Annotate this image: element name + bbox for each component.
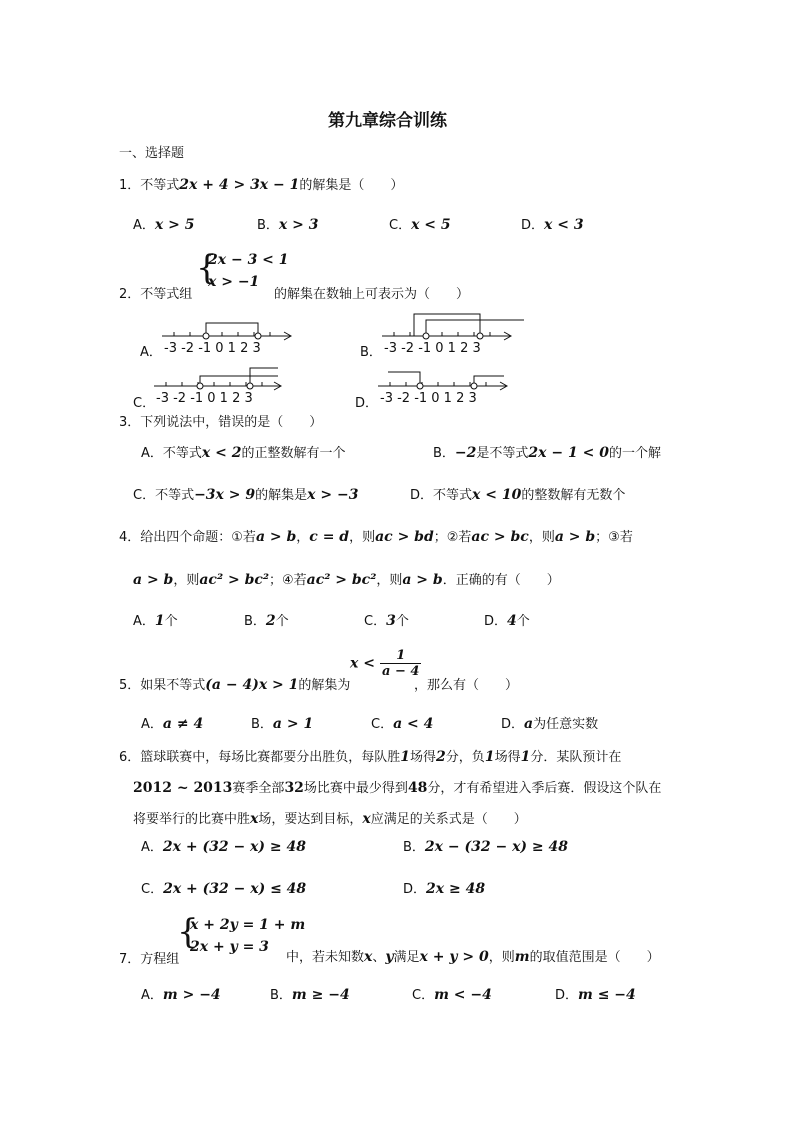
q5-option-a: A．a ≠ 4 (141, 716, 204, 732)
q4-option-c: C．3个 (364, 613, 409, 629)
q6-option-c: C．2x + (32 − x) ≤ 48 (141, 881, 307, 897)
system-brace: { (177, 912, 199, 952)
q3-option-d: D．不等式x < 10的整数解有无数个 (410, 487, 626, 503)
question-5-stem-prefix: 5．如果不等式(a − 4)x > 1的解集为 (119, 677, 351, 693)
q7-system-line-2: 2x + y = 3 (190, 939, 269, 955)
question-6-stem-line-2: 2012 ~ 2013赛季全部32场比赛中最少得到48分，才有希望进入季后赛．假设这个队在 (133, 780, 662, 796)
q2-option-d-ticks: -3 -2 -1 0 1 2 3 (380, 391, 477, 406)
q7-system-line-1: x + 2y = 1 + m (190, 917, 306, 933)
q4-option-b: B．2个 (244, 613, 289, 629)
system-brace: { (196, 248, 218, 288)
q1-option-c: C．x < 5 (389, 217, 451, 233)
question-2-stem-prefix: 2．不等式组 (119, 287, 193, 302)
q2-option-a-ticks: -3 -2 -1 0 1 2 3 (164, 341, 261, 356)
question-4-stem-line-2: a > b，则ac² > bc²；④若ac² > bc²，则a > b．正确的有（ ） (133, 572, 560, 588)
q2-option-c-number-line (152, 366, 292, 408)
q6-option-d: D．2x ≥ 48 (403, 881, 486, 897)
q2-option-a-number-line (160, 318, 300, 358)
q2-system-line-2: x > −1 (208, 274, 260, 290)
question-2-stem-suffix: 的解集在数轴上可表示为（ ） (274, 287, 470, 302)
q3-option-a: A．不等式x < 2的正整数解有一个 (141, 445, 346, 461)
q5-option-d: D．a为任意实数 (501, 716, 599, 732)
question-7-stem: 中，若未知数x、y满足x + y > 0，则m的取值范围是（ ） (286, 949, 660, 965)
q3-option-b: B．−2是不等式2x − 1 < 0的一个解 (433, 445, 661, 461)
question-6-stem-line-3: 将要举行的比赛中胜x场，要达到目标，x应满足的关系式是（ ） (133, 811, 527, 827)
q6-option-a: A．2x + (32 − x) ≥ 48 (141, 839, 306, 855)
q3-option-c: C．不等式−3x > 9的解集是x > −3 (133, 487, 359, 503)
question-6-stem-line-1: 6．篮球联赛中，每场比赛都要分出胜负，每队胜1场得2分，负1场得1分．某队预计在 (119, 749, 622, 765)
q2-option-d-label: D． (355, 396, 379, 411)
question-5-stem-suffix: ，那么有（ ） (414, 678, 519, 693)
q2-option-b-label: B． (360, 345, 382, 360)
q5-option-c: C．a < 4 (371, 716, 434, 732)
q2-option-c-label: C． (133, 396, 156, 411)
q5-solution-fraction: x < $\frac{1}{a - 4}$ (350, 648, 420, 679)
q7-option-b: B．m ≥ −4 (270, 987, 350, 1003)
q1-option-d: D．x < 3 (521, 217, 584, 233)
q2-option-b-ticks: -3 -2 -1 0 1 2 3 (384, 341, 481, 356)
question-7-stem-prefix: 7．方程组 (119, 952, 180, 967)
section-heading: 一、选择题 (119, 146, 185, 161)
q1-option-b: B．x > 3 (257, 217, 319, 233)
q2-option-b-number-line (380, 312, 530, 358)
q2-option-a-label: A． (140, 345, 162, 360)
q2-option-c-ticks: -3 -2 -1 0 1 2 3 (156, 391, 253, 406)
q2-option-d-number-line (376, 366, 516, 408)
question-3-stem: 3．下列说法中，错误的是（ ） (119, 415, 323, 430)
question-1-stem: 1．不等式2x + 4 > 3x − 1的解集是（ ） (119, 177, 404, 193)
q5-option-b: B．a > 1 (251, 716, 314, 732)
question-4-stem-line-1: 4．给出四个命题：①若a > b，c = d，则ac > bd；②若ac > bc，则a > b；③若 (119, 529, 633, 545)
q7-option-c: C．m < −4 (412, 987, 492, 1003)
q7-option-a: A．m > −4 (141, 987, 221, 1003)
q7-option-d: D．m ≤ −4 (555, 987, 636, 1003)
page-title: 第九章综合训练 (328, 111, 447, 131)
q6-option-b: B．2x − (32 − x) ≥ 48 (403, 839, 569, 855)
q4-option-d: D．4个 (484, 613, 530, 629)
q2-system-line-1: 2x − 3 < 1 (208, 252, 289, 268)
q4-option-a: A．1个 (133, 613, 178, 629)
q1-option-a: A．x > 5 (133, 217, 195, 233)
